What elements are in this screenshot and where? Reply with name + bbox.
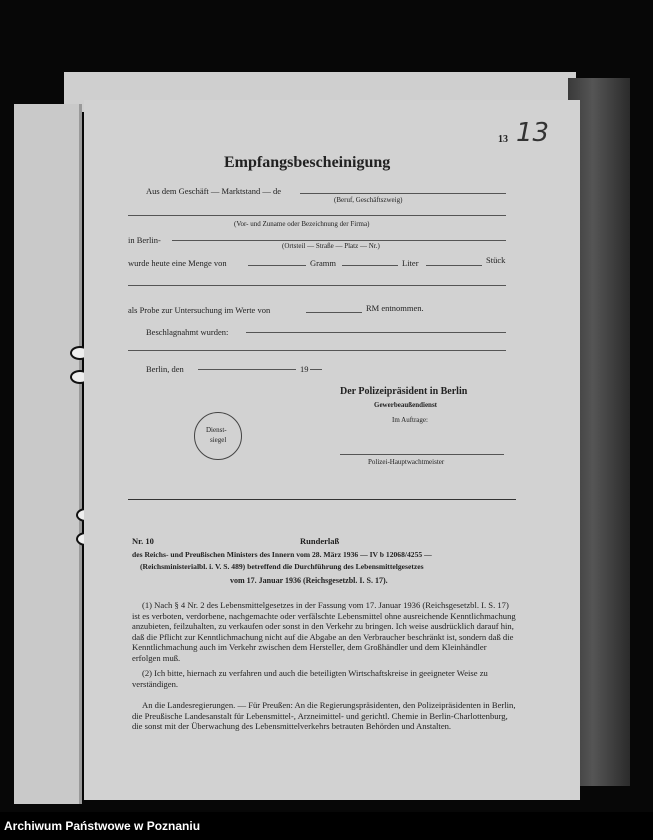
unit-liter: Liter — [402, 258, 419, 268]
form-hint-ortsteil: (Ortsteil — Straße — Platz — Nr.) — [282, 242, 380, 250]
form-line — [198, 369, 296, 370]
form-line — [128, 285, 506, 286]
form-line — [246, 332, 506, 333]
unit-stueck: Stück — [486, 255, 506, 265]
authority-name: Der Polizeipräsident in Berlin — [340, 386, 468, 397]
unit-gramm: Gramm — [310, 258, 336, 268]
decree-line1: des Reichs- und Preußischen Ministers des Innern vom 28. März 1936 — IV b 12068/4255 — — [132, 550, 432, 559]
authority-department: Gewerbeaußendienst — [374, 401, 437, 409]
form-label-berlin: in Berlin- — [128, 235, 161, 245]
form-label-menge: wurde heute eine Menge von — [128, 258, 227, 268]
authority-on-behalf: Im Auftrage: — [392, 416, 428, 424]
decree-paragraph-1: (1) Nach § 4 Nr. 2 des Lebensmittelgesetzes in der Fassung vom 17. Januar 1936 (Reichsgesetzbl. I. S. 17) ist es verboten, verdorbene, nachgemachte oder verfälschte Lebensmittel ohne ausreichende Kenntlichmachung anzubieten, feilzuhalten, zu verkaufen oder sonst in den Verkehr zu bringen. Ich weise ausdrücklich darauf hin, daß die Pflicht zur Kenntlichmachung nicht auf die Abgabe an den Verbraucher beschränkt ist, sondern daß die Kenntlichmachung auch im Verkehr zwischen dem Hersteller, dem Großhändler und dem Kleinhändler erfolgen muß. — [132, 600, 516, 663]
form-label-date: Berlin, den — [146, 364, 184, 374]
form-line — [172, 240, 506, 241]
archive-footer — [0, 812, 653, 840]
form-label-rm: RM entnommen. — [366, 303, 424, 313]
seal-text-line1: Dienst- — [206, 426, 227, 434]
decree-line3: vom 17. Januar 1936 (Reichsgesetzbl. I. S. 17). — [230, 576, 388, 585]
form-title: Empfangsbescheinigung — [224, 154, 391, 171]
form-hint-name: (Vor- und Zuname oder Bezeichnung der Firma) — [234, 220, 370, 228]
form-line — [306, 312, 362, 313]
form-label-year: 19 — [300, 364, 309, 374]
section-divider — [128, 499, 516, 500]
seal-text-line2: siegel — [210, 436, 227, 444]
form-line — [310, 369, 322, 370]
form-label-geschaeft: Aus dem Geschäft — Marktstand — de — [146, 186, 282, 196]
decree-number: Nr. 10 — [132, 536, 154, 546]
form-line — [248, 265, 306, 266]
signature-title: Polizei-Hauptwachtmeister — [368, 458, 445, 466]
form-line — [300, 193, 506, 194]
signature-line — [340, 454, 504, 455]
form-label-beschlag: Beschlagnahmt wurden: — [146, 327, 229, 337]
decree-paragraph-3: An die Landesregierungen. — Für Preußen: An die Regierungspräsidenten, den Polizeipräsidenten in Berlin, die Preußische Landesanstalt für Lebensmittel-, Arzneimittel- und gerichtl. Chemie in Berlin-Charlottenburg, die sonst mit der Überwachung des Lebensmittelverkehrs betrauten Behörden und Anstalten. — [132, 700, 516, 732]
handwritten-page-number: 13 — [516, 118, 550, 148]
form-line — [342, 265, 398, 266]
decree-heading: Runderlaß — [300, 536, 340, 546]
document-page — [84, 100, 580, 800]
form-line — [426, 265, 482, 266]
binding-strip — [14, 104, 82, 804]
decree-line2: (Reichsministerialbl. i. V. S. 489) betreffend die Durchführung des Lebensmittelgesetzes — [140, 562, 424, 571]
form-label-probe: als Probe zur Untersuchung im Werte von — [128, 305, 271, 315]
archive-label: Archiwum Państwowe w Poznaniu — [4, 819, 201, 833]
form-line — [128, 215, 506, 216]
page-number: 13 — [498, 134, 508, 145]
decree-paragraph-2: (2) Ich bitte, hiernach zu verfahren und auch die beteiligten Wirtschaftskreise in geeigneter Weise zu verständigen. — [132, 668, 488, 689]
form-hint-beruf: (Beruf, Geschäftszweig) — [334, 196, 403, 204]
form-line — [128, 350, 506, 351]
